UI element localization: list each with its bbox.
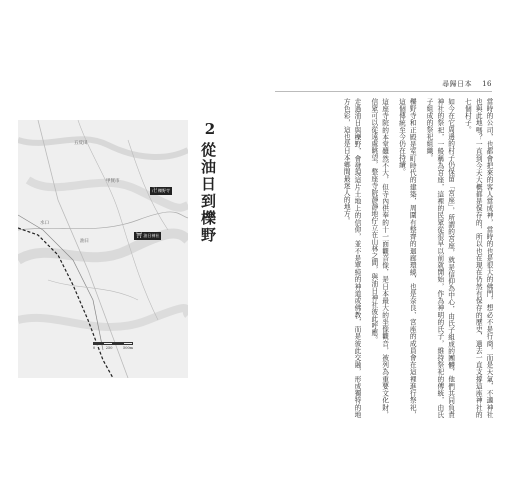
marker-aburahi-shrine: ⛩ 油日神社 [136,232,160,239]
map-graphic [18,120,188,378]
book-title: 尋歸日本 [442,80,473,88]
paragraph: 櫟野寺和正殿是室町時代的建築，周圍有整齊的迴廊環繞，也是奈良、宮座的成員會在這裡進行祭祀，這個傳統至今仍在持續。 [397,98,417,418]
body-text [224,98,494,418]
page-header [442,79,492,89]
map-scale: 0 250 500m [93,342,133,350]
chapter-title [198,120,219,244]
paragraph: 走過油日與櫟野，會發現這片土地上的信仰，並不是單純的神道或佛教，而是彼此交融，形成獨特的地方色彩，這也是日本鄉間最迷人的地方。 [342,98,362,418]
paragraph: 如今在它周邊的村子仍保留「宮座」，所謂的宮座，就是信仰為中心，由氏子組成的團體，他們共同負責神社的祭祀，一般稱為宮座，這裡的民眾從很早以前就開始，作為神明的氏子，維持祭祀的傳統，由氏子組成的祭祀組織。 [425,98,455,418]
chapter-heading: 從油日到櫟野 [199,142,217,244]
chapter-number: 2 [201,120,219,140]
marker-ichinodera: 卍 櫟野寺 [152,187,171,194]
paragraph: 這座寺院的本堂雖然不大，但寺內供奉的十一面觀音像，是日本最大的坐像觀音，被列為重要文化財，信眾可以從遠處眺望，整座寺院靜靜地佇立在山林之間，與油日神社彼此呼應。 [369,98,389,418]
temple-icon: 卍 [152,187,158,194]
area-map [18,120,188,378]
map-label: 五反田 [74,141,88,146]
map-label: 油日 [80,239,89,244]
map-label: 水口 [40,221,49,226]
page-number: 16 [482,80,492,88]
shrine-icon: ⛩ [136,232,143,239]
map-label: 甲賀市 [106,179,120,184]
paragraph: 當時的公司，也都會把來的客人當成神，當時的也是很大的佛門，想必不是行商，而是天氣，不適神社也與此地嗎？一直到今天大概都是保存的，所以也在現在仍然有保存的歷史，過去一直支撐這座神社的七個村子。 [463,98,493,418]
header-divider [275,91,492,92]
